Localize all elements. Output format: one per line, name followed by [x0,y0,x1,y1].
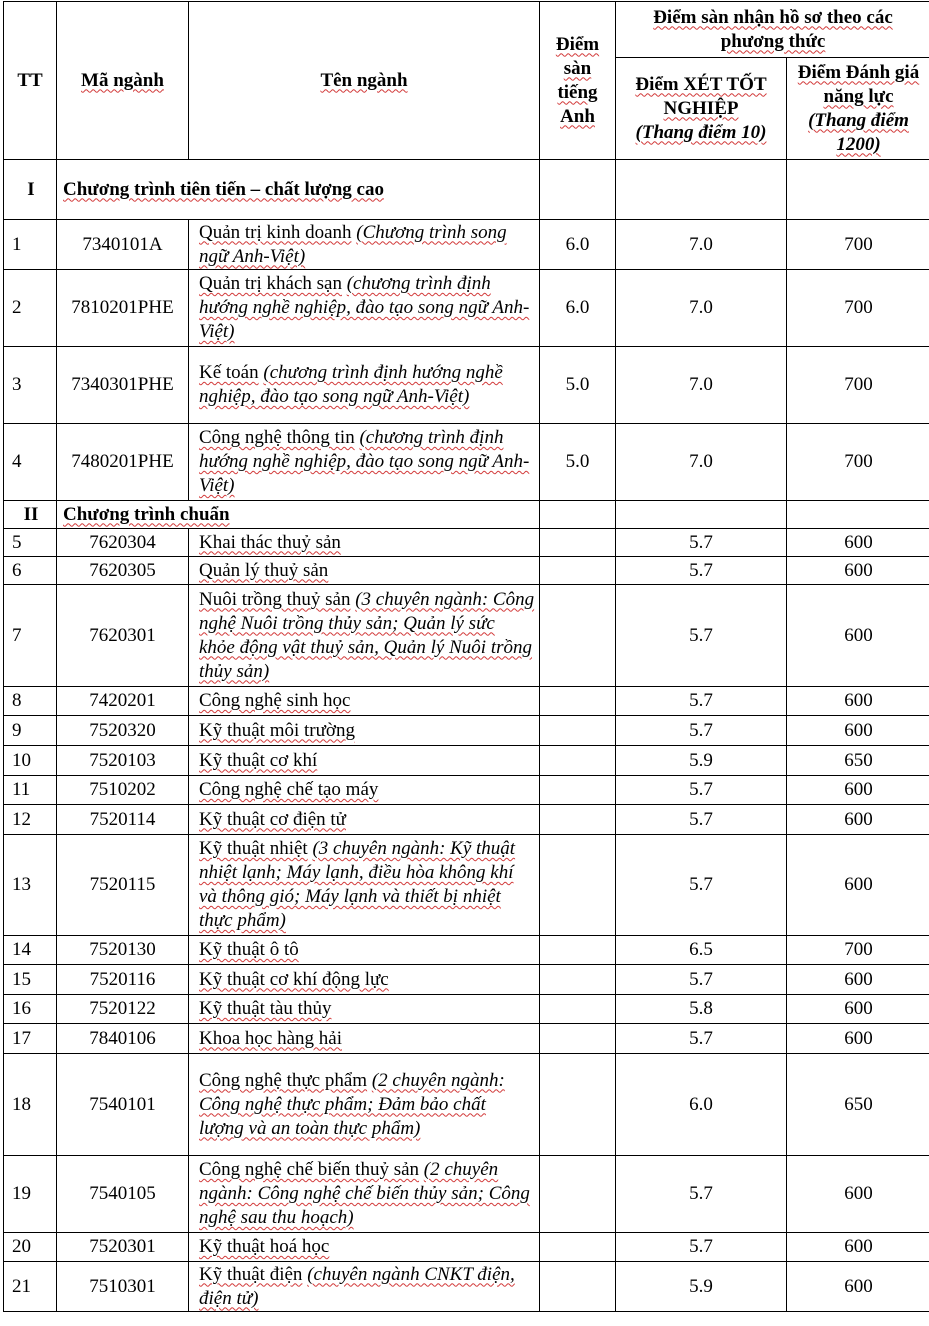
row-name: Kỹ thuật tàu thủy [189,995,540,1024]
row-name: Kỹ thuật cơ khí [189,746,540,776]
row-name: Khoa học hàng hải [189,1024,540,1054]
row-tt: 4 [4,424,57,501]
table-row [4,424,929,501]
section-number: II [4,501,57,529]
row-code: 7810201PHE [57,270,189,347]
table-row [4,529,929,557]
row-name: Kỹ thuật môi trường [189,716,540,746]
row-code: 7840106 [57,1024,189,1054]
table-row [4,965,929,995]
row-tn: 6.0 [616,1054,787,1156]
row-code: 7340101A [57,220,189,270]
table-row [4,1024,929,1054]
row-dgnl: 700 [787,270,929,347]
section-title: Chương trình tiên tiến – chất lượng cao [57,160,540,220]
table-row [4,347,929,424]
row-dgnl: 600 [787,965,929,995]
row-tt: 13 [4,835,57,936]
row-english: 5.0 [540,347,616,424]
header-major-code: Mã ngành [57,2,189,160]
row-code: 7340301PHE [57,347,189,424]
table-row [4,835,929,936]
row-tn: 5.7 [616,1233,787,1262]
row-tt: 5 [4,529,57,557]
section-number: I [4,160,57,220]
row-tn: 5.9 [616,1262,787,1312]
row-tt: 10 [4,746,57,776]
row-dgnl: 600 [787,995,929,1024]
row-dgnl: 700 [787,220,929,270]
row-english [540,835,616,936]
table-row [4,557,929,585]
row-code: 7520122 [57,995,189,1024]
row-dgnl: 600 [787,585,929,687]
row-english [540,965,616,995]
row-name: Nuôi trồng thuỷ sản (3 chuyên ngành: Công nghệ Nuôi trồng thủy sản; Quản lý sức khỏe động vật thuỷ sản, Quản lý Nuôi trồng thủy sản) [189,585,540,687]
header-major-name: Tên ngành [189,2,540,160]
row-dgnl: 600 [787,1156,929,1233]
row-english [540,585,616,687]
row-code: 7420201 [57,687,189,716]
row-code: 7540105 [57,1156,189,1233]
row-english [540,995,616,1024]
table-row [4,270,929,347]
row-name: Công nghệ chế tạo máy [189,776,540,805]
table-row [4,936,929,965]
row-dgnl: 650 [787,746,929,776]
row-tn: 5.7 [616,805,787,835]
row-dgnl: 600 [787,776,929,805]
row-name: Quản trị kinh doanh (Chương trình song ngữ Anh-Việt) [189,220,540,270]
row-code: 7540101 [57,1054,189,1156]
row-code: 7510202 [57,776,189,805]
row-dgnl: 600 [787,687,929,716]
row-tn: 5.7 [616,1024,787,1054]
table-row [4,1054,929,1156]
row-english [540,529,616,557]
row-tt: 12 [4,805,57,835]
row-code: 7520115 [57,835,189,936]
row-tt: 19 [4,1156,57,1233]
header-tt: TT [4,2,57,160]
row-tt: 18 [4,1054,57,1156]
row-tt: 15 [4,965,57,995]
row-name: Kỹ thuật hoá học [189,1233,540,1262]
row-name: Kỹ thuật cơ điện tử [189,805,540,835]
row-name: Quản trị khách sạn (chương trình định hướng nghề nghiệp, đào tạo song ngữ Anh-Việt) [189,270,540,347]
row-dgnl: 600 [787,557,929,585]
admission-score-table [3,1,929,1312]
row-tt: 17 [4,1024,57,1054]
row-tn: 7.0 [616,424,787,501]
row-tt: 6 [4,557,57,585]
row-tt: 7 [4,585,57,687]
row-tt: 14 [4,936,57,965]
row-tn: 5.7 [616,835,787,936]
row-english [540,557,616,585]
row-code: 7620305 [57,557,189,585]
header-english-min: Điểm sàn tiếng Anh [540,2,616,160]
row-english [540,746,616,776]
row-dgnl: 700 [787,424,929,501]
row-name: Công nghệ chế biến thuỷ sản (2 chuyên ngành: Công nghệ chế biến thủy sản; Công nghệ sau thu hoạch) [189,1156,540,1233]
row-tt: 20 [4,1233,57,1262]
row-english: 6.0 [540,220,616,270]
row-name: Kỹ thuật ô tô [189,936,540,965]
row-dgnl: 600 [787,1024,929,1054]
table-row [4,585,929,687]
header-competency-score: Điểm Đánh giá năng lực (Thang điểm 1200) [787,58,929,160]
section-row-1 [4,160,929,220]
row-english [540,687,616,716]
row-code: 7520103 [57,746,189,776]
row-tn: 5.7 [616,965,787,995]
row-english: 6.0 [540,270,616,347]
row-dgnl: 600 [787,1233,929,1262]
row-tn: 5.8 [616,995,787,1024]
row-english [540,1054,616,1156]
row-code: 7510301 [57,1262,189,1312]
row-tn: 7.0 [616,347,787,424]
table-row [4,716,929,746]
row-name: Khai thác thuỷ sản [189,529,540,557]
row-name: Kỹ thuật cơ khí động lực [189,965,540,995]
row-tt: 1 [4,220,57,270]
row-tt: 11 [4,776,57,805]
header-graduation-score: Điểm XÉT TỐT NGHIỆP (Thang điểm 10) [616,58,787,160]
row-tn: 5.7 [616,529,787,557]
table-row [4,805,929,835]
row-english [540,776,616,805]
row-tt: 9 [4,716,57,746]
header-methods-group: Điểm sàn nhận hồ sơ theo các phương thức [616,2,929,58]
section-row-2 [4,501,929,529]
row-dgnl: 600 [787,1262,929,1312]
row-tt: 2 [4,270,57,347]
row-name: Kế toán (chương trình định hướng nghề nghiệp, đào tạo song ngữ Anh-Việt) [189,347,540,424]
row-name: Công nghệ thực phẩm (2 chuyên ngành: Công nghệ thực phẩm; Đảm bảo chất lượng và an toàn thực phẩm) [189,1054,540,1156]
row-code: 7620301 [57,585,189,687]
row-tn: 6.5 [616,936,787,965]
row-tn: 5.7 [616,776,787,805]
row-tn: 5.7 [616,557,787,585]
row-english [540,1262,616,1312]
row-tn: 7.0 [616,270,787,347]
row-name: Kỹ thuật nhiệt (3 chuyên ngành: Kỹ thuật nhiệt lạnh; Máy lạnh, điều hòa không khí và thông gió; Máy lạnh và thiết bị nhiệt thực phẩm) [189,835,540,936]
table-row [4,995,929,1024]
row-name: Quản lý thuỷ sản [189,557,540,585]
row-code: 7520130 [57,936,189,965]
row-dgnl: 600 [787,529,929,557]
table-row [4,1233,929,1262]
row-code: 7520114 [57,805,189,835]
row-tt: 8 [4,687,57,716]
row-code: 7520320 [57,716,189,746]
table-row [4,1262,929,1312]
table-row [4,776,929,805]
row-name: Công nghệ thông tin (chương trình định hướng nghề nghiệp, đào tạo song ngữ Anh-Việt) [189,424,540,501]
row-english [540,716,616,746]
table-row [4,1156,929,1233]
row-code: 7480201PHE [57,424,189,501]
row-name: Kỹ thuật điện (chuyên ngành CNKT điện, điện tử) [189,1262,540,1312]
row-english [540,1156,616,1233]
row-dgnl: 700 [787,347,929,424]
row-dgnl: 600 [787,835,929,936]
row-tn: 5.7 [616,687,787,716]
row-dgnl: 600 [787,805,929,835]
row-tn: 5.7 [616,1156,787,1233]
table-row [4,746,929,776]
row-name: Công nghệ sinh học [189,687,540,716]
row-english [540,805,616,835]
row-english: 5.0 [540,424,616,501]
table-row [4,687,929,716]
row-code: 7520116 [57,965,189,995]
table-row [4,220,929,270]
row-dgnl: 700 [787,936,929,965]
row-dgnl: 600 [787,716,929,746]
row-tn: 5.7 [616,716,787,746]
row-code: 7520301 [57,1233,189,1262]
row-code: 7620304 [57,529,189,557]
section-title: Chương trình chuẩn [57,501,540,529]
row-english [540,1233,616,1262]
row-tt: 16 [4,995,57,1024]
row-tn: 5.7 [616,585,787,687]
row-dgnl: 650 [787,1054,929,1156]
row-english [540,936,616,965]
row-english [540,1024,616,1054]
row-tt: 21 [4,1262,57,1312]
row-tn: 7.0 [616,220,787,270]
row-tt: 3 [4,347,57,424]
row-tn: 5.9 [616,746,787,776]
